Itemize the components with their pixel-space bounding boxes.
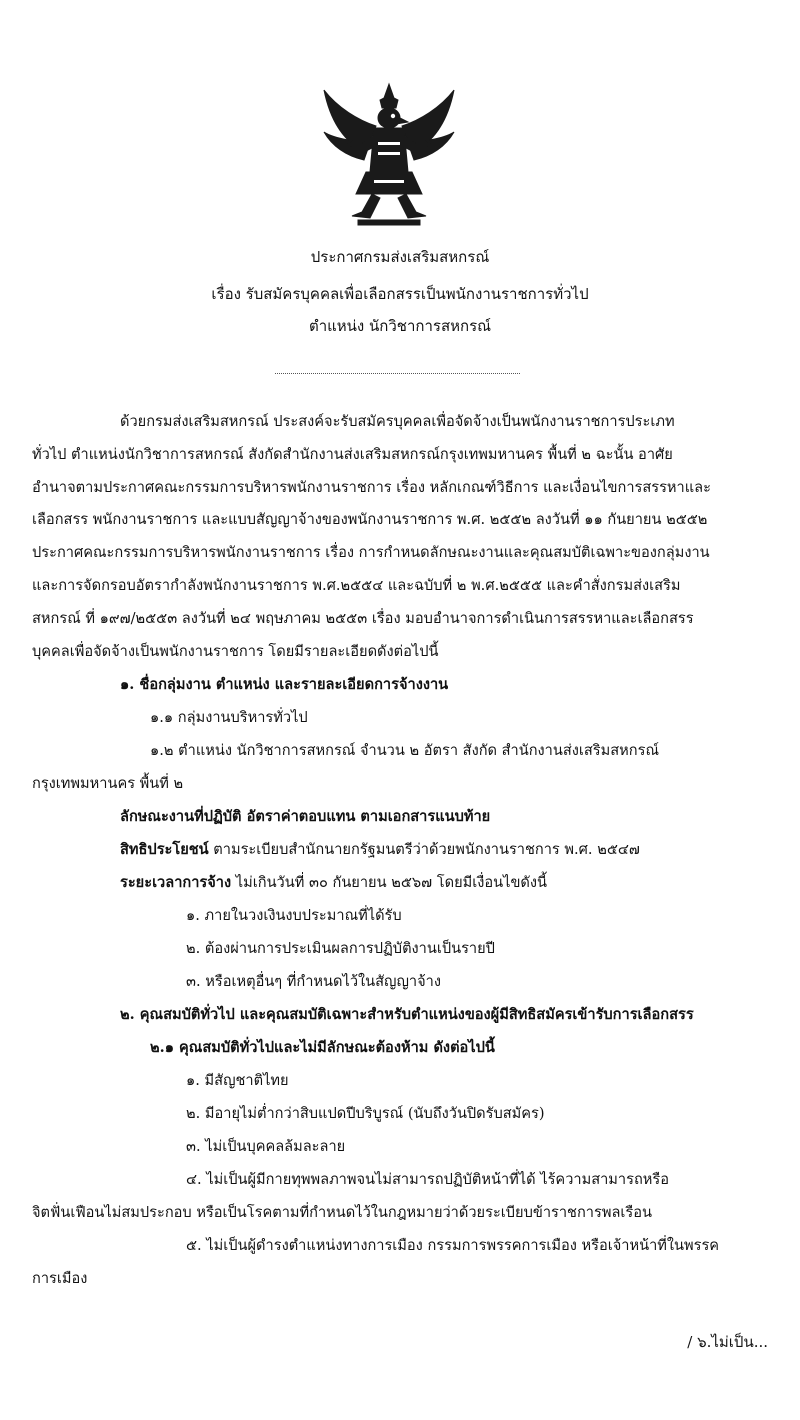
intro-line-2: ทั่วไป ตำแหน่งนักวิชาการสหกรณ์ สังกัดสำนักงานส่งเสริมสหกรณ์กรุงเทพมหานคร พื้นที่ ๒ ฉะนั้น อาศัย — [32, 446, 673, 463]
period-line — [120, 871, 547, 894]
condition-item: ๑. ภายในวงเงินงบประมาณที่ได้รับ — [186, 907, 402, 924]
intro-line-6: และการจัดกรอบอัตรากำลังพนักงานราชการ พ.ศ.๒๕๕๔ และฉบับที่ ๒ พ.ศ.๒๕๕๕ และคำสั่งกรมส่งเสริม — [32, 577, 681, 594]
benefit-line — [120, 838, 640, 861]
section-2-1: ๒.๑ คุณสมบัติทั่วไปและไม่มีลักษณะต้องห้าม ดังต่อไปนี้ — [150, 1039, 495, 1056]
intro-line-5: ประกาศคณะกรรมการบริหารพนักงานราชการ เรื่อง การกำหนดลักษณะงานและคุณสมบัติเฉพาะของกลุ่มงาน — [32, 544, 710, 561]
qualification-item: ๓. ไม่เป็นบุคคลล้มละลาย — [186, 1138, 346, 1155]
garuda-emblem-icon — [318, 80, 460, 228]
section-2-title: ๒. คุณสมบัติทั่วไป และคุณสมบัติเฉพาะสำหรับตำแหน่งของผู้มีสิทธิสมัครเข้ารับการเลือกสรร — [120, 1006, 694, 1023]
qualification-item: ๔. ไม่เป็นผู้มีกายทุพพลภาพจนไม่สามารถปฏิบัติหน้าที่ได้ ไร้ความสามารถหรือ — [186, 1171, 670, 1188]
qualification-item: ๑. มีสัญชาติไทย — [186, 1072, 289, 1089]
section-1-title: ๑. ชื่อกลุ่มงาน ตำแหน่ง และรายละเอียดการจ้างงาน — [120, 676, 449, 693]
condition-item: ๒. ต้องผ่านการประเมินผลการปฏิบัติงานเป็นรายปี — [186, 940, 495, 957]
qualification-item: ๒. มีอายุไม่ต่ำกว่าสิบแปดปีบริบูรณ์ (นับถึงวันปิดรับสมัคร) — [186, 1105, 545, 1122]
qualification-item: ๕. ไม่เป็นผู้ดำรงตำแหน่งทางการเมือง กรรมการพรรคการเมือง หรือเจ้าหน้าที่ในพรรค — [186, 1237, 720, 1254]
period-label: ระยะเวลาการจ้าง — [120, 874, 232, 891]
section-1-1: ๑.๑ กลุ่มงานบริหารทั่วไป — [150, 709, 308, 726]
intro-line-8: บุคคลเพื่อจัดจ้างเป็นพนักงานราชการ โดยมีรายละเอียดดังต่อไปนี้ — [32, 643, 439, 660]
intro-line-4: เลือกสรร พนักงานราชการ และแบบสัญญาจ้างของพนักงานราชการ พ.ศ. ๒๕๕๒ ลงวันที่ ๑๑ กันยายน ๒๕๕๒ — [32, 511, 708, 528]
section-1-2-line-1: ๑.๒ ตำแหน่ง นักวิชาการสหกรณ์ จำนวน ๒ อัตรา สังกัด สำนักงานส่งเสริมสหกรณ์ — [150, 742, 659, 759]
continued-marker: / ๖.ไม่เป็น... — [687, 1333, 768, 1351]
intro-line-7: สหกรณ์ ที่ ๑๙๗/๒๕๕๓ ลงวันที่ ๒๔ พฤษภาคม ๒๕๕๓ เรื่อง มอบอำนาจการดำเนินการสรรหาและเลือกสรร — [32, 610, 694, 627]
qualification-item-continuation: จิตฟั่นเฟือนไม่สมประกอบ หรือเป็นโรคตามที่กำหนดไว้ในกฎหมายว่าด้วยระเบียบข้าราชการพลเรือน — [32, 1204, 652, 1221]
announcement-position: ตำแหน่ง นักวิชาการสหกรณ์ — [308, 317, 492, 335]
section-1-2-line-2: กรุงเทพมหานคร พื้นที่ ๒ — [32, 775, 184, 792]
intro-line-1: ด้วยกรมส่งเสริมสหกรณ์ ประสงค์จะรับสมัครบุคคลเพื่อจัดจ้างเป็นพนักงานราชการประเภท — [120, 413, 675, 430]
condition-item: ๓. หรือเหตุอื่นๆ ที่กำหนดไว้ในสัญญาจ้าง — [186, 973, 441, 990]
announcement-subject: เรื่อง รับสมัครบุคคลเพื่อเลือกสรรเป็นพนักงานราชการทั่วไป — [211, 285, 589, 303]
intro-line-3: อำนาจตามประกาศคณะกรรมการบริหารพนักงานราชการ เรื่อง หลักเกณฑ์วิธีการ และเงื่อนไขการสรรหาและ — [32, 479, 711, 496]
header-divider — [275, 373, 520, 374]
benefit-text: ตามระเบียบสำนักนายกรัฐมนตรีว่าด้วยพนักงานราชการ พ.ศ. ๒๕๔๗ — [208, 841, 640, 858]
benefit-label: สิทธิประโยชน์ — [120, 841, 209, 858]
announcement-title: ประกาศกรมส่งเสริมสหกรณ์ — [310, 248, 490, 266]
period-text: ไม่เกินวันที่ ๓๐ กันยายน ๒๕๖๗ โดยมีเงื่อนไขดังนี้ — [231, 874, 547, 891]
qualification-item-continuation: การเมือง — [32, 1270, 88, 1287]
duty-label: ลักษณะงานที่ปฏิบัติ อัตราค่าตอบแทน ตามเอกสารแนบท้าย — [120, 808, 491, 825]
